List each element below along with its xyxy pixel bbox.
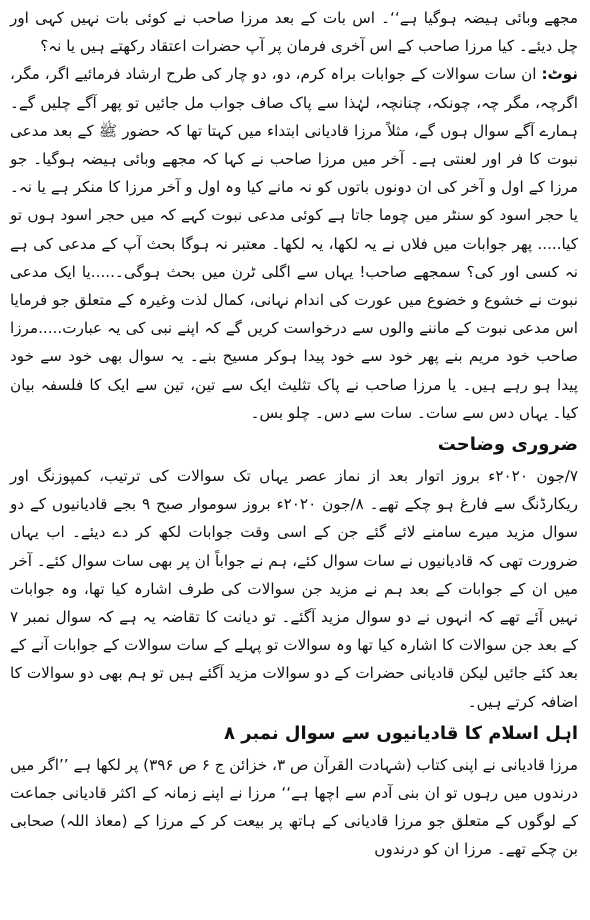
paragraph-opening: مجھے وبائی ہیضہ ہوگیا ہے‘‘۔ اس بات کے بعد مرزا صاحب نے کوئی بات نہیں کہی اور چل دیئے۔ کیا مرزا صاحب کے اس آخری فرمان پر آپ حضرات اعتقاد رکھتے ہیں یا نہ؟ [10,9,578,56]
heading-question-8: اہل اسلام کا قادیانیوں سے سوال نمبر ۸ [223,722,578,744]
paragraph-note [10,60,578,427]
note-label: نوٹ: [541,65,578,84]
paragraph-question-8: مرزا قادیانی نے اپنی کتاب (شہادت القرآن ص ۳، خزائن ج ۶ ص ۳۹۶) پر لکھا ہے ’’اگر میں درندوں میں رہوں تو ان بنی آدم سے اچھا ہے‘‘ مرزا نے اپنے زمانہ کے اکثر قادیانی جماعت کے لوگوں کے متعلق جو مرزا قادیانی کے ہاتھ پر بیعت کر کے مرزا کے (معاذ اللہ) صحابی بن چکے تھے۔ مرزا ان کو درندوں [10,755,578,859]
heading-clarification: ضروری وضاحت [437,434,578,456]
note-text: ان سات سوالات کے جوابات براہ کرم، دو، دو چار کی طرح ارشاد فرمائیے اگر، مگر، اگرچہ، مگر چہ، چونکہ، چنانچہ، لہٰذا سے پاک صاف جواب مل جائیں تو پھر آگے چلیں گے۔ ہمارے آگے سوال ہوں گے، مثلاً مرزا قادیانی ابتداء میں کہتا تھا کہ حضور ﷺ کے بعد مدعی نبوت کا فر اور لعنتی ہے۔ آخر میں مرزا صاحب نے کہا کہ مجھے وبائی ہیضہ ہوگیا۔ جو مرزا کے اول و آخر کی ان دونوں باتوں کو نہ مانے کیا وہ اول و آخر مرزا کا منکر ہے یا نہ۔ یا حجر اسود کو سنٹر میں چوما جاتا ہے کوئی مدعی نبوت کہے کہ میں حجر اسود ہوں تو کیا..... پھر جوابات میں فلاں نے یہ لکھا، یہ لکھا۔ معتبر نہ ہوگا بحث آپ کے مدعی کی ہے نہ کسی اور کی؟ سمجھے صاحب! یہاں سے اگلی ٹرن میں بحث ہوگی۔.....یا ایک مدعی نبوت نے خشوع و خضوع میں عورت کی اندام نہانی، کمال لذت وغیرہ کے متعلق جو فرمایا اس مدعی نبوت کے ماننے والوں سے درخواست کریں گے کہ اپنے نبی کی یہ عبارت.....مرزا صاحب خود مریم بنے پھر خود سے خود پیدا ہوکر مسیح بنے۔ یہ سوال بھی خود سے خود پیدا ہو رہے ہیں۔ یا مرزا صاحب نے پاک تثلیث ایک سے تین، تین سے ایک کا فلسفہ بیان کیا۔ یہاں دس سے سات۔ سات سے دس۔ چلو بس۔ [10,65,578,422]
paragraph-clarification: ۷/جون ۲۰۲۰ء بروز اتوار بعد از نماز عصر یہاں تک سوالات کی ترتیب، کمپوزنگ اور ریکارڈنگ سے فارغ ہو چکے تھے۔ ۸/جون ۲۰۲۰ء بروز سوموار صبح ۹ بجے قادیانیوں کے دو سوال مزید میرے سامنے لائے گئے جن کے اسی وقت جوابات لکھ کر دے دیئے۔ اب یہاں ضرورت تھی کہ قادیانیوں نے سات سوال کئے، ہم نے جواباً ان پر بھی سات سوال کئے۔ آخر میں ان کے جوابات کے بعد ہم نے مزید جن سوالات کی طرف اشارہ کیا تھا، وہ جوابات نہیں آئے تھے کہ انہوں نے دو سوال مزید آگئے۔ تو دیانت کا تقاضہ یہ ہے کہ سوال نمبر ۷ کے بعد جن سوالات کا اشارہ کیا تھا وہ سوالات تو پہلے کے سات سوالات کے جوابات آنے کے بعد کئے جائیں لیکن قادیانی حضرات کے دو سوالات مزید آگئے ہیں تو ہم بھی دو سوالات کا اضافہ کرتے ہیں۔ [10,467,579,711]
